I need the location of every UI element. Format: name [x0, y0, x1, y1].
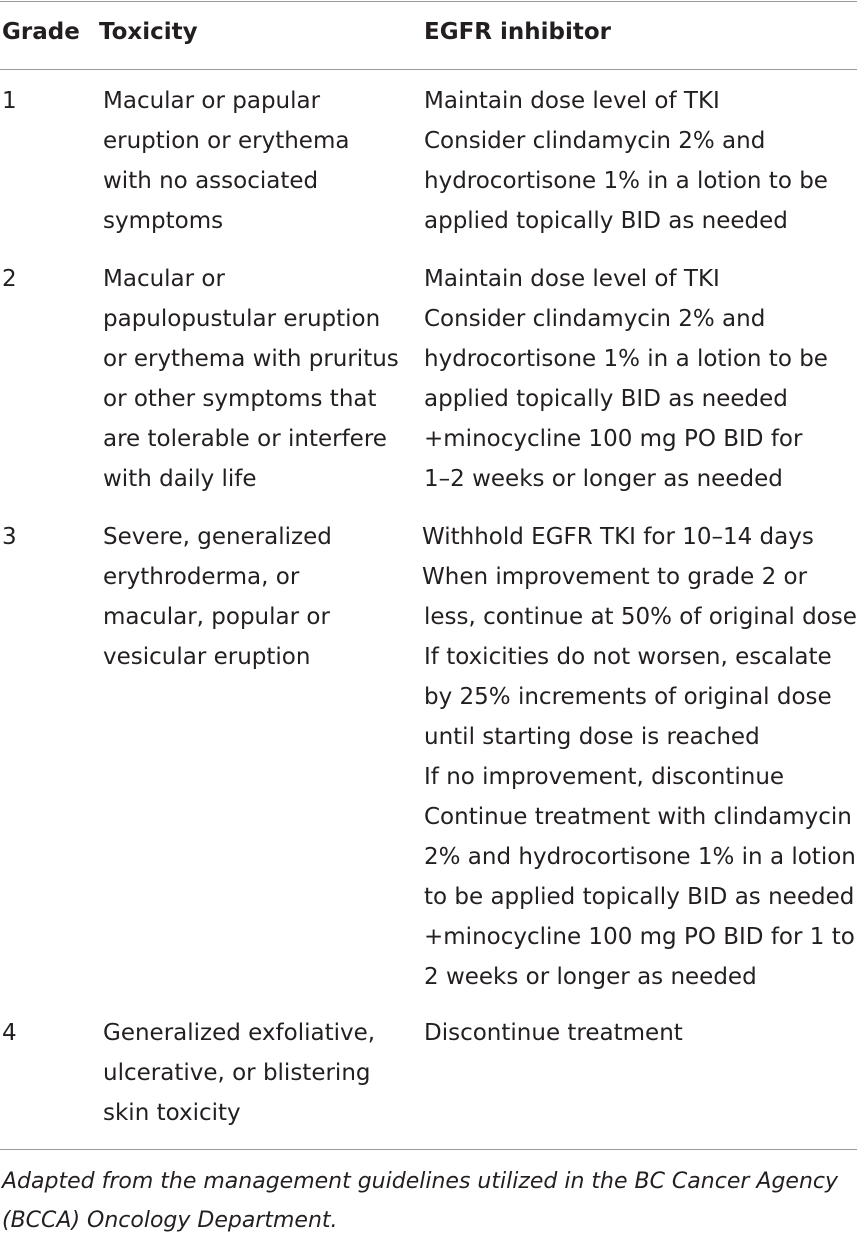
egfr-line: to be applied topically BID as needed [424, 884, 855, 910]
egfr-line: +minocycline 100 mg PO BID for 1 to [424, 924, 855, 950]
grade-cell: 4 [2, 1020, 17, 1046]
egfr-inhibitor-cell [424, 259, 828, 499]
header-egfr-inhibitor: EGFR inhibitor [424, 19, 612, 45]
toxicity-line: Macular or [103, 266, 225, 292]
toxicity-line: Macular or papular [103, 88, 321, 114]
toxicity-cell [103, 81, 349, 241]
egfr-inhibitor-cell [424, 81, 828, 241]
toxicity-cell [103, 1013, 375, 1133]
toxicity-line: macular, popular or [103, 604, 330, 630]
toxicity-line: vesicular eruption [103, 644, 311, 670]
egfr-line: 2 weeks or longer as needed [424, 964, 757, 990]
egfr-inhibitor-cell [424, 1013, 683, 1053]
egfr-line: +minocycline 100 mg PO BID for [424, 426, 803, 452]
egfr-line: Maintain dose level of TKI [424, 266, 720, 292]
toxicity-cell [103, 517, 332, 677]
egfr-line: Maintain dose level of TKI [424, 88, 720, 114]
toxicity-line: erythroderma, or [103, 564, 300, 590]
table-footnote [2, 1162, 858, 1240]
egfr-line: less, continue at 50% of original dose [424, 604, 857, 630]
footnote-line: Adapted from the management guidelines utilized in the BC Cancer Agency [2, 1169, 838, 1194]
egfr-line: Consider clindamycin 2% and [424, 306, 766, 332]
egfr-line: until starting dose is reached [424, 724, 760, 750]
egfr-line: Withhold EGFR TKI for 10–14 days [422, 524, 814, 550]
toxicity-line: or other symptoms that [103, 386, 377, 412]
toxicity-cell [103, 259, 399, 499]
egfr-line: If toxicities do not worsen, escalate [424, 644, 832, 670]
egfr-line: by 25% increments of original dose [424, 684, 832, 710]
egfr-line: When improvement to grade 2 or [422, 564, 808, 590]
header-grade: Grade [2, 19, 80, 45]
grade-cell: 3 [2, 524, 17, 550]
header-toxicity: Toxicity [99, 19, 198, 45]
toxicity-line: Generalized exfoliative, [103, 1020, 376, 1046]
toxicity-line: are tolerable or interfere [103, 426, 387, 452]
toxicity-line: symptoms [103, 208, 224, 234]
table-top-rule [0, 1, 857, 2]
egfr-line: If no improvement, discontinue [424, 764, 785, 790]
egfr-line: 2% and hydrocortisone 1% in a lotion [424, 844, 856, 870]
egfr-line: Continue treatment with clindamycin [424, 804, 852, 830]
table-header-rule [0, 69, 857, 70]
toxicity-line: or erythema with pruritus [103, 346, 399, 372]
toxicity-line: papulopustular eruption [103, 306, 381, 332]
toxicity-line: skin toxicity [103, 1100, 241, 1126]
egfr-inhibitor-cell [422, 517, 857, 997]
table-bottom-rule [0, 1149, 857, 1150]
egfr-line: Discontinue treatment [424, 1020, 683, 1046]
egfr-line: applied topically BID as needed [424, 386, 788, 412]
toxicity-line: with daily life [103, 466, 257, 492]
toxicity-line: Severe, generalized [103, 524, 332, 550]
egfr-line: hydrocortisone 1% in a lotion to be [424, 168, 828, 194]
toxicity-line: eruption or erythema [103, 128, 350, 154]
toxicity-line: ulcerative, or blistering [103, 1060, 371, 1086]
egfr-line: applied topically BID as needed [424, 208, 788, 234]
egfr-line: 1–2 weeks or longer as needed [424, 466, 783, 492]
toxicity-line: with no associated [103, 168, 319, 194]
grade-cell: 1 [2, 88, 17, 114]
grade-cell: 2 [2, 266, 17, 292]
egfr-line: hydrocortisone 1% in a lotion to be [424, 346, 828, 372]
footnote-line: (BCCA) Oncology Department. [2, 1208, 338, 1233]
egfr-line: Consider clindamycin 2% and [424, 128, 766, 154]
